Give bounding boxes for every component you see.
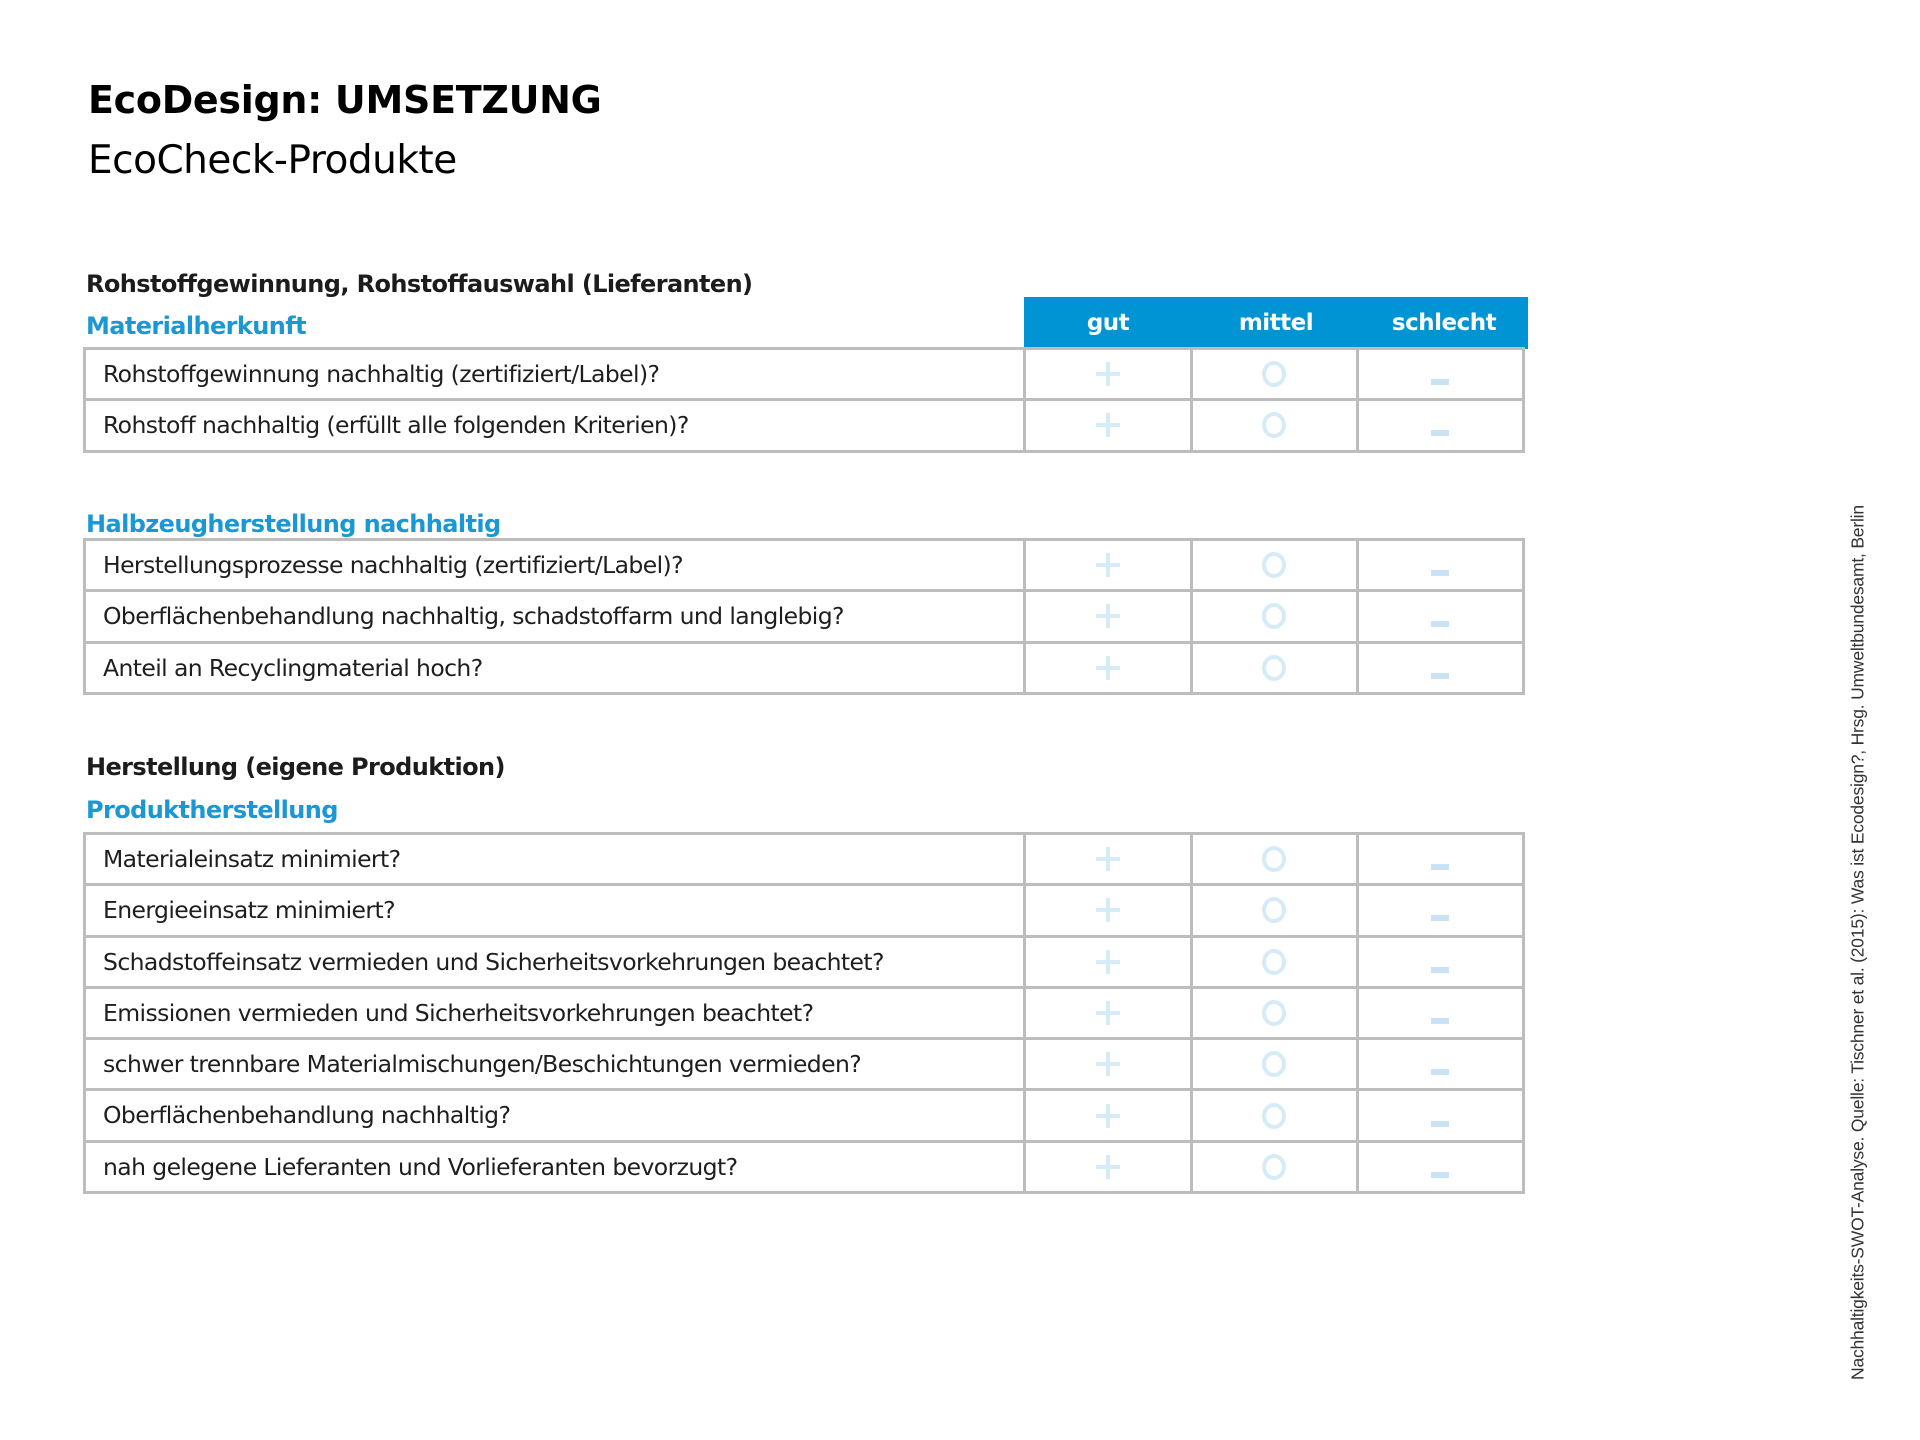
rating-cell-mittel[interactable] bbox=[1190, 401, 1356, 449]
rating-cell-gut[interactable] bbox=[1023, 401, 1189, 449]
rating-cell-gut[interactable] bbox=[1023, 1091, 1189, 1139]
rating-cell-gut[interactable] bbox=[1023, 835, 1189, 883]
rating-cell-mittel[interactable] bbox=[1190, 938, 1356, 986]
rating-cell-mittel[interactable] bbox=[1190, 835, 1356, 883]
checklist-table-produktherstellung bbox=[83, 832, 1525, 1194]
minus-icon bbox=[1431, 673, 1449, 679]
checklist-table-materialherkunft bbox=[83, 347, 1525, 453]
rating-cell-mittel[interactable] bbox=[1190, 541, 1356, 589]
question-label: Oberflächenbehandlung nachhaltig, schadstoffarm und langlebig? bbox=[103, 602, 844, 631]
question-label: schwer trennbare Materialmischungen/Beschichtungen vermieden? bbox=[103, 1050, 862, 1079]
rating-cell-schlecht[interactable] bbox=[1356, 541, 1522, 589]
rating-cell-mittel[interactable] bbox=[1190, 1040, 1356, 1088]
checklist-table-halbzeugherstellung bbox=[83, 538, 1525, 695]
table-row bbox=[86, 398, 1522, 449]
plus-icon bbox=[1096, 950, 1120, 974]
table-row bbox=[86, 883, 1522, 934]
subcategory-heading-materialherkunft: Materialherkunft bbox=[86, 312, 306, 340]
page-subtitle: EcoCheck-Produkte bbox=[88, 138, 457, 183]
rating-cell-mittel[interactable] bbox=[1190, 989, 1356, 1037]
minus-icon bbox=[1431, 1172, 1449, 1178]
rating-cell-mittel[interactable] bbox=[1190, 1143, 1356, 1191]
circle-icon bbox=[1262, 846, 1286, 872]
minus-icon bbox=[1431, 1069, 1449, 1075]
circle-icon bbox=[1262, 655, 1286, 681]
question-label: Schadstoffeinsatz vermieden und Sicherheitsvorkehrungen beachtet? bbox=[103, 947, 884, 976]
question-label: Rohstoff nachhaltig (erfüllt alle folgenden Kriterien)? bbox=[103, 411, 689, 440]
rating-cell-gut[interactable] bbox=[1023, 1143, 1189, 1191]
question-label: Rohstoffgewinnung nachhaltig (zertifiziert/Label)? bbox=[103, 360, 660, 388]
subcategory-heading-halbzeugherstellung: Halbzeugherstellung nachhaltig bbox=[86, 510, 501, 538]
source-note: Nachhaltigkeits-SWOT-Analyse. Quelle: Tischner et al. (2015): Was ist Ecodesign?, Hrsg. Umweltbundesamt, Berlin bbox=[1847, 505, 1868, 1380]
plus-icon bbox=[1096, 553, 1120, 577]
rating-header-schlecht: schlecht bbox=[1391, 310, 1497, 336]
rating-cell-schlecht[interactable] bbox=[1356, 886, 1522, 934]
question-label: Herstellungsprozesse nachhaltig (zertifiziert/Label)? bbox=[103, 551, 683, 579]
rating-cell-schlecht[interactable] bbox=[1356, 989, 1522, 1037]
circle-icon bbox=[1262, 361, 1286, 387]
rating-cell-schlecht[interactable] bbox=[1356, 1091, 1522, 1139]
minus-icon bbox=[1431, 864, 1449, 870]
question-label: Emissionen vermieden und Sicherheitsvorkehrungen beachtet? bbox=[103, 998, 814, 1027]
rating-cell-gut[interactable] bbox=[1023, 541, 1189, 589]
plus-icon bbox=[1096, 362, 1120, 386]
rating-cell-mittel[interactable] bbox=[1190, 592, 1356, 640]
minus-icon bbox=[1431, 967, 1449, 973]
rating-cell-schlecht[interactable] bbox=[1356, 938, 1522, 986]
rating-cell-gut[interactable] bbox=[1023, 938, 1189, 986]
circle-icon bbox=[1262, 897, 1286, 923]
table-row bbox=[86, 1088, 1522, 1139]
rating-cell-schlecht[interactable] bbox=[1356, 835, 1522, 883]
category-heading-herstellung: Herstellung (eigene Produktion) bbox=[86, 753, 505, 781]
rating-header-mittel: mittel bbox=[1238, 310, 1314, 336]
minus-icon bbox=[1431, 1121, 1449, 1127]
circle-icon bbox=[1262, 552, 1286, 578]
subcategory-heading-produktherstellung: Produktherstellung bbox=[86, 796, 338, 824]
rating-cell-gut[interactable] bbox=[1023, 989, 1189, 1037]
rating-cell-gut[interactable] bbox=[1023, 886, 1189, 934]
rating-cell-mittel[interactable] bbox=[1190, 1091, 1356, 1139]
table-row bbox=[86, 835, 1522, 883]
rating-cell-gut[interactable] bbox=[1023, 350, 1189, 398]
rating-cell-schlecht[interactable] bbox=[1356, 350, 1522, 398]
plus-icon bbox=[1096, 1052, 1120, 1076]
table-row bbox=[86, 541, 1522, 589]
rating-cell-mittel[interactable] bbox=[1190, 350, 1356, 398]
plus-icon bbox=[1096, 847, 1120, 871]
rating-cell-gut[interactable] bbox=[1023, 644, 1189, 692]
circle-icon bbox=[1262, 1154, 1286, 1180]
table-row bbox=[86, 589, 1522, 640]
question-label: nah gelegene Lieferanten und Vorlieferanten bevorzugt? bbox=[103, 1152, 738, 1181]
rating-cell-mittel[interactable] bbox=[1190, 886, 1356, 934]
table-row bbox=[86, 641, 1522, 692]
rating-cell-schlecht[interactable] bbox=[1356, 592, 1522, 640]
category-heading-rohstoffgewinnung: Rohstoffgewinnung, Rohstoffauswahl (Lieferanten) bbox=[86, 270, 753, 298]
minus-icon bbox=[1431, 379, 1449, 385]
rating-cell-schlecht[interactable] bbox=[1356, 644, 1522, 692]
circle-icon bbox=[1262, 412, 1286, 438]
rating-cell-schlecht[interactable] bbox=[1356, 1143, 1522, 1191]
rating-header bbox=[1024, 297, 1528, 349]
minus-icon bbox=[1431, 621, 1449, 627]
minus-icon bbox=[1431, 915, 1449, 921]
circle-icon bbox=[1262, 603, 1286, 629]
circle-icon bbox=[1262, 1103, 1286, 1129]
minus-icon bbox=[1431, 430, 1449, 436]
circle-icon bbox=[1262, 949, 1286, 975]
table-row bbox=[86, 986, 1522, 1037]
table-row bbox=[86, 350, 1522, 398]
question-label: Energieeinsatz minimiert? bbox=[103, 896, 395, 925]
plus-icon bbox=[1096, 1001, 1120, 1025]
plus-icon bbox=[1096, 1104, 1120, 1128]
table-row bbox=[86, 1140, 1522, 1191]
plus-icon bbox=[1096, 656, 1120, 680]
plus-icon bbox=[1096, 413, 1120, 437]
rating-cell-gut[interactable] bbox=[1023, 592, 1189, 640]
minus-icon bbox=[1431, 570, 1449, 576]
page-title: EcoDesign: UMSETZUNG bbox=[88, 78, 602, 122]
circle-icon bbox=[1262, 1000, 1286, 1026]
circle-icon bbox=[1262, 1051, 1286, 1077]
table-row bbox=[86, 935, 1522, 986]
rating-header-gut: gut bbox=[1086, 310, 1130, 336]
plus-icon bbox=[1096, 898, 1120, 922]
question-label: Materialeinsatz minimiert? bbox=[103, 845, 401, 873]
plus-icon bbox=[1096, 604, 1120, 628]
rating-cell-gut[interactable] bbox=[1023, 1040, 1189, 1088]
plus-icon bbox=[1096, 1155, 1120, 1179]
question-label: Anteil an Recyclingmaterial hoch? bbox=[103, 653, 483, 682]
minus-icon bbox=[1431, 1018, 1449, 1024]
rating-cell-mittel[interactable] bbox=[1190, 644, 1356, 692]
table-row bbox=[86, 1037, 1522, 1088]
rating-cell-schlecht[interactable] bbox=[1356, 401, 1522, 449]
question-label: Oberflächenbehandlung nachhaltig? bbox=[103, 1101, 511, 1130]
rating-cell-schlecht[interactable] bbox=[1356, 1040, 1522, 1088]
